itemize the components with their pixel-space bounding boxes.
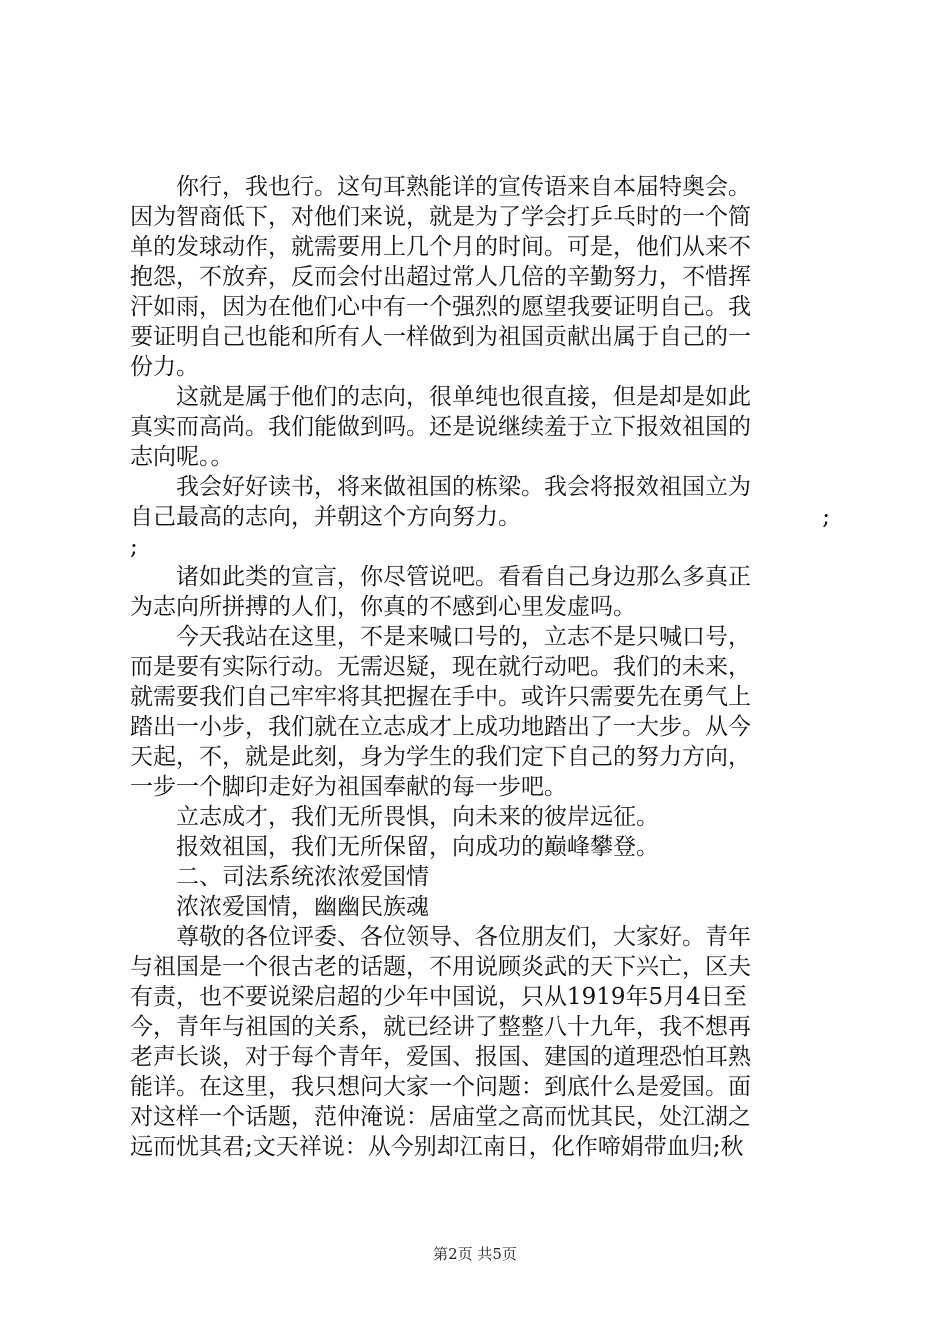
text-line: 远而忧其君;文天祥说：从今别却江南日，化作啼娟带血归;秋	[130, 1134, 744, 1160]
text-line: 有责，也不要说梁启超的少年中国说，只从1919年5月4日至	[130, 984, 747, 1010]
text-line: 尊敬的各位评委、各位领导、各位朋友们，大家好。青年	[130, 924, 751, 950]
text-line: 能详。在这里，我只想问大家一个问题：到底什么是爱国。面	[130, 1074, 751, 1100]
text-line: 今，青年与祖国的关系，就已经讲了整整八十九年，我不想再	[130, 1014, 751, 1040]
text-line-body: 自己最高的志向，并朝这个方向努力。	[130, 504, 521, 530]
text-line: 对这样一个话题，范仲淹说：居庙堂之高而忧其民，处江湖之	[130, 1104, 751, 1130]
text-line: 真实而高尚。我们能做到吗。还是说继续羞于立下报效祖国的	[130, 414, 751, 440]
text-line: 为志向所拼搏的人们，你真的不感到心里发虚吗。	[130, 594, 636, 620]
text-line: 今天我站在这里，不是来喊口号的，立志不是只喊口号，	[130, 624, 751, 650]
speech-title: 浓浓爱国情，幽幽民族魂	[130, 894, 429, 920]
text-line: 与祖国是一个很古老的话题，不用说顾炎武的天下兴亡，区夫	[130, 954, 751, 980]
text-line: 踏出一小步，我们就在立志成才上成功地踏出了一大步。从今	[130, 714, 751, 740]
text-line: 诸如此类的宣言，你尽管说吧。看看自己身边那么多真正	[130, 564, 751, 590]
text-line: 一步一个脚印走好为祖国奉献的每一步吧。	[130, 774, 567, 800]
document-body	[130, 172, 830, 1162]
text-line: 志向呢。。	[130, 444, 234, 470]
trailing-semicolon: ;	[822, 504, 830, 530]
text-line: 老声长谈，对于每个青年，爱国、报国、建国的道理恐怕耳熟	[130, 1044, 751, 1070]
text-line: 我会好好读书，将来做祖国的栋梁。我会将报效祖国立为	[130, 474, 751, 500]
text-line: 因为智商低下，对他们来说，就是为了学会打乒乓时的一个简	[130, 204, 751, 230]
text-line: 立志成才，我们无所畏惧，向未来的彼岸远征。	[130, 804, 659, 830]
text-line: 单的发球动作，就需要用上几个月的时间。可是，他们从来不	[130, 234, 751, 260]
text-line: 天起，不，就是此刻，身为学生的我们定下自己的努力方向，	[130, 744, 751, 770]
text-line: 报效祖国，我们无所保留，向成功的巅峰攀登。	[130, 834, 659, 860]
text-line: 汗如雨，因为在他们心中有一个强烈的愿望我要证明自己。我	[130, 294, 751, 320]
text-line: 要证明自己也能和所有人一样做到为祖国贡献出属于自己的一	[130, 324, 751, 350]
text-line: 而是要有实际行动。无需迟疑，现在就行动吧。我们的未来，	[130, 654, 751, 680]
section-heading: 二、司法系统浓浓爱国情	[130, 864, 429, 890]
text-line: 这就是属于他们的志向，很单纯也很直接，但是却是如此	[130, 384, 751, 410]
text-line-with-trailing-semicolon	[130, 502, 830, 532]
text-line: 份力。	[130, 354, 199, 380]
text-line: ;	[130, 534, 138, 560]
page-footer: 第2页 共5页	[433, 1245, 517, 1263]
text-line: 抱怨，不放弃，反而会付出超过常人几倍的辛勤努力，不惜挥	[130, 264, 751, 290]
text-line: 你行，我也行。这句耳熟能详的宣传语来自本届特奥会。	[130, 174, 751, 200]
text-line: 就需要我们自己牢牢将其把握在手中。或许只需要先在勇气上	[130, 684, 751, 710]
